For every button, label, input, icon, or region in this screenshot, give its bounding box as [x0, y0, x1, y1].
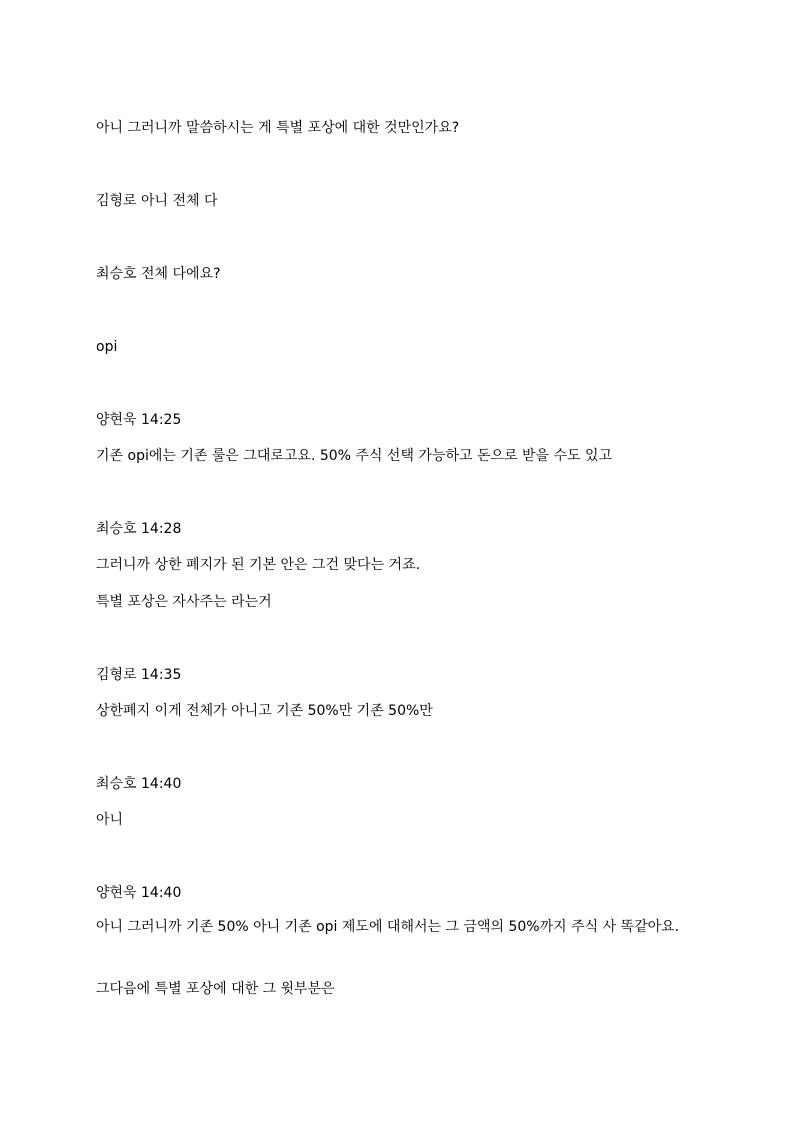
transcript-utterance: 특별 포상은 자사주는 라는거: [96, 594, 272, 610]
transcript-utterance: 아니 그러니까 기존 50% 아니 기존 opi 제도에 대해서는 그 금액의 50%까지 주식 사 똑같아요.: [96, 919, 680, 935]
speaker-timestamp: 최승호 14:40: [96, 776, 182, 792]
speaker-timestamp: 양현욱 14:25: [96, 412, 182, 428]
transcript-utterance: 아니: [96, 812, 124, 828]
speaker-timestamp: 양현욱 14:40: [96, 885, 182, 901]
speaker-timestamp: 김형로 14:35: [96, 667, 182, 683]
transcript-line-opi: opi: [96, 339, 118, 355]
transcript-utterance: 기존 opi에는 기존 룰은 그대로고요. 50% 주식 선택 가능하고 돈으로 받을 수도 있고: [96, 448, 613, 464]
speaker-timestamp: 최승호 14:28: [96, 521, 182, 537]
transcript-line-kim-reply: 김형로 아니 전체 다: [96, 193, 218, 209]
transcript-utterance: 상한폐지 이게 전체가 아니고 기존 50%만 기존 50%만: [96, 703, 433, 719]
transcript-line-choi-reply: 최승호 전체 다에요?: [96, 266, 221, 282]
transcript-line-question: 아니 그러니까 말씀하시는 게 특별 포상에 대한 것만인가요?: [96, 120, 460, 136]
transcript-utterance: 그다음에 특별 포상에 대한 그 윗부분은: [96, 981, 335, 997]
transcript-utterance: 그러니까 상한 폐지가 된 기본 안은 그건 맞다는 거죠.: [96, 557, 421, 573]
